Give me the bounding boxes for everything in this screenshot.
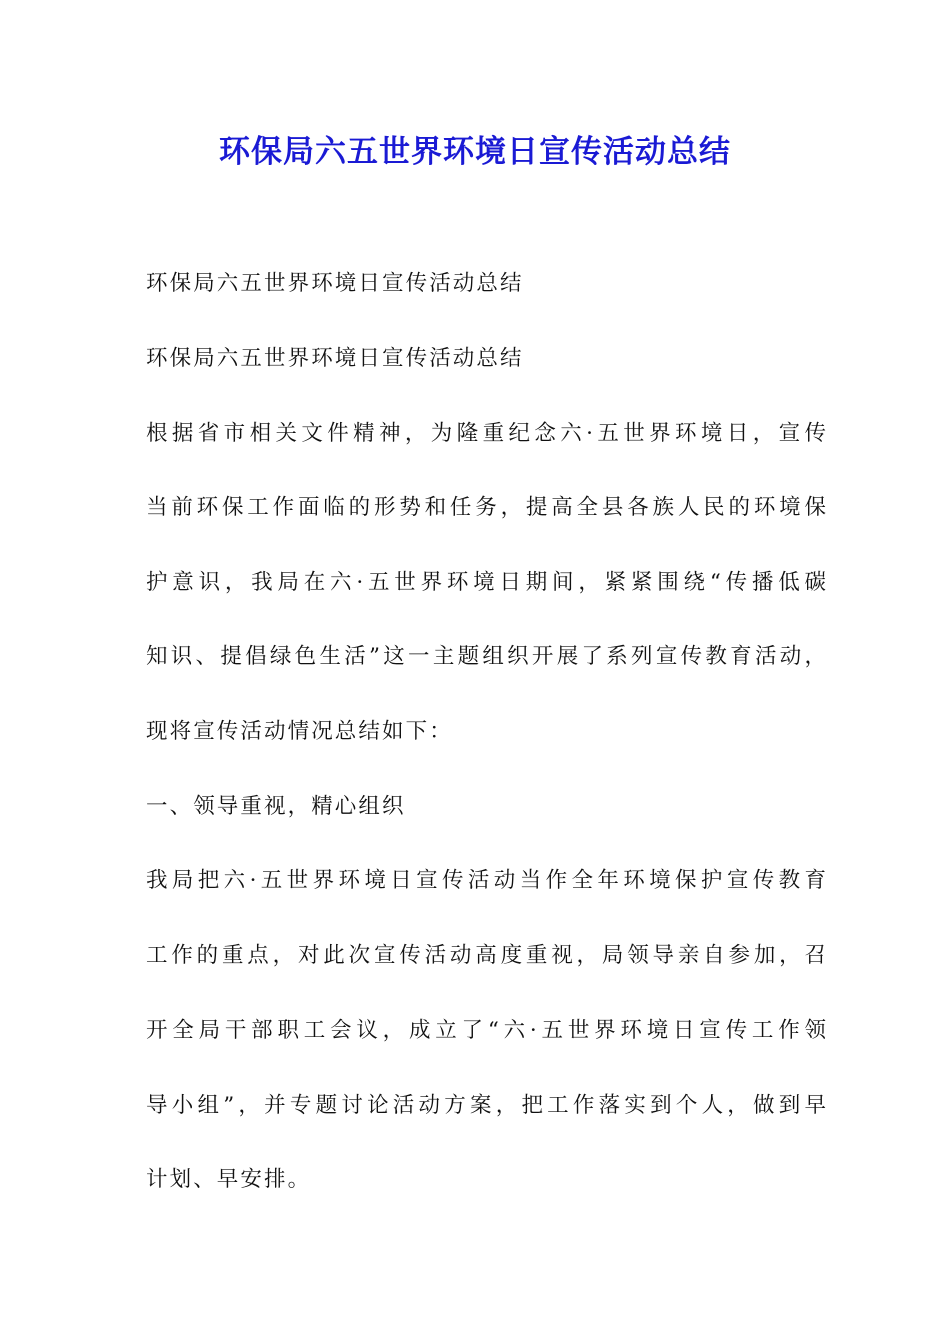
text-line: 根据省市相关文件精神，为隆重纪念六·五世界环境日，宣传: [146, 421, 826, 446]
text-line: 环保局六五世界环境日宣传活动总结: [146, 346, 524, 371]
section-heading: 一、领导重视，精心组织: [146, 794, 406, 819]
text-line: 当前环保工作面临的形势和任务，提高全县各族人民的环境保: [146, 495, 826, 520]
text-line: 导小组”，并专题讨论活动方案，把工作落实到个人，做到早: [146, 1093, 826, 1118]
text-line: 工作的重点，对此次宣传活动高度重视，局领导亲自参加，召: [146, 943, 826, 968]
text-line: 开全局干部职工会议，成立了“六·五世界环境日宣传工作领: [146, 1018, 826, 1043]
text-line: 环保局六五世界环境日宣传活动总结: [146, 271, 524, 296]
text-line: 知识、提倡绿色生活”这一主题组织开展了系列宣传教育活动，: [146, 644, 826, 669]
text-line: 计划、早安排。: [146, 1167, 312, 1192]
text-line: 我局把六·五世界环境日宣传活动当作全年环境保护宣传教育: [146, 868, 826, 893]
text-line: 护意识，我局在六·五世界环境日期间，紧紧围绕“传播低碳: [146, 570, 826, 595]
text-line: 现将宣传活动情况总结如下：: [146, 719, 453, 744]
document-title: 环保局六五世界环境日宣传活动总结: [219, 134, 731, 170]
